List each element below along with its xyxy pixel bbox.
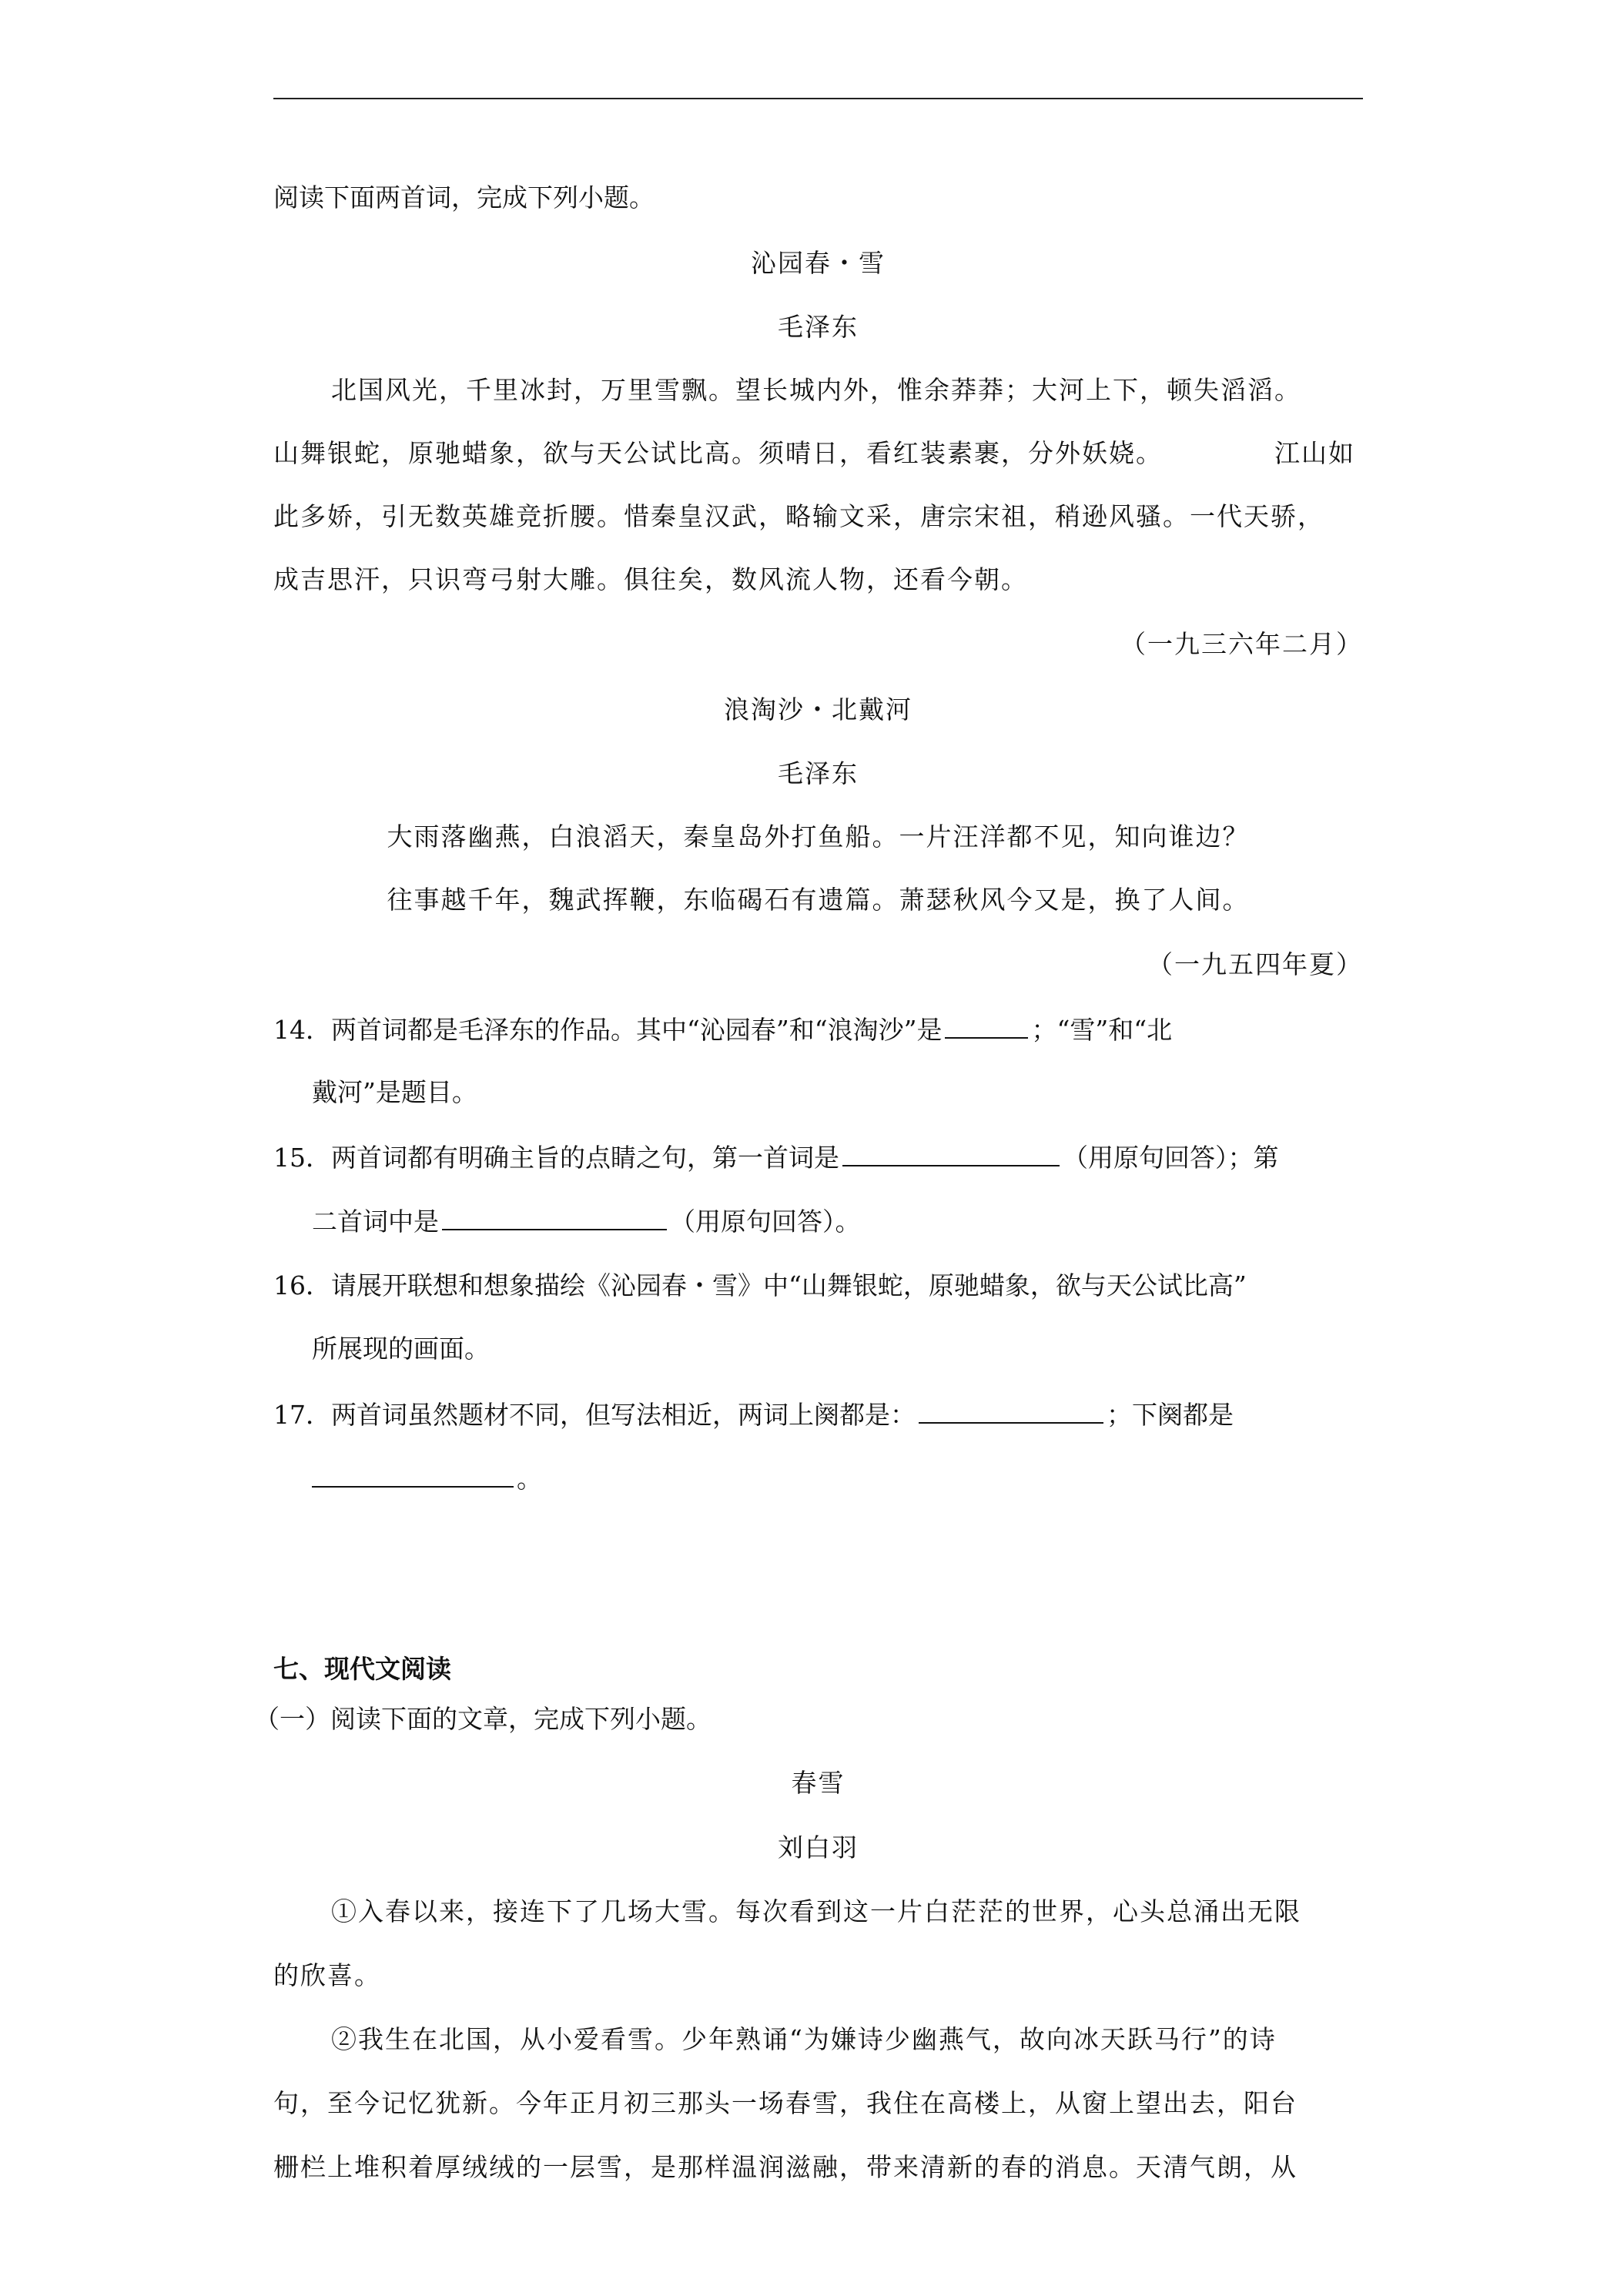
question-number: 14． bbox=[273, 1015, 331, 1045]
poem1-line: 此多娇，引无数英雄竞折腰。惜秦皇汉武，略输文采，唐宗宋祖，稍逊风骚。一代天骄， bbox=[273, 501, 1324, 531]
article-author: 刘白羽 bbox=[778, 1832, 859, 1863]
answer-blank[interactable] bbox=[442, 1206, 667, 1230]
section-heading: 七、现代文阅读 bbox=[273, 1654, 451, 1684]
question-17 bbox=[273, 1399, 1234, 1431]
question-17-cont bbox=[312, 1463, 542, 1494]
question-14 bbox=[273, 1014, 1172, 1046]
header-rule bbox=[273, 98, 1363, 99]
poem2-line: 大雨落幽燕，白浪滔天，秦皇岛外打鱼船。一片汪洋都不见，知向谁边？ bbox=[387, 822, 1250, 852]
section-instruction: （一）阅读下面的文章，完成下列小题。 bbox=[254, 1704, 712, 1734]
article-paragraph: 栅栏上堆积着厚绒绒的一层雪，是那样温润滋融，带来清新的春的消息。天清气朗，从 bbox=[273, 2152, 1298, 2182]
question-text: 。 bbox=[517, 1464, 542, 1494]
article-paragraph: 的欣喜。 bbox=[273, 1960, 381, 1990]
question-text: 二首词中是 bbox=[312, 1207, 439, 1237]
poem1-line: 成吉思汗，只识弯弓射大雕。俱往矣，数风流人物，还看今朝。 bbox=[273, 564, 1028, 594]
poem2-title: 浪淘沙・北戴河 bbox=[724, 694, 912, 725]
question-text: 请展开联想和想象描绘《沁园春・雪》中“山舞银蛇，原驰蜡象，欲与天公试比高” bbox=[331, 1270, 1247, 1300]
question-number: 17． bbox=[273, 1400, 331, 1430]
question-text: 两首词都是毛泽东的作品。其中“沁园春”和“浪淘沙”是 bbox=[331, 1015, 943, 1045]
article-title: 春雪 bbox=[791, 1768, 845, 1798]
answer-blank[interactable] bbox=[919, 1399, 1103, 1424]
question-text: （用原句回答）。 bbox=[670, 1207, 861, 1237]
question-text: ；“雪”和“北 bbox=[1031, 1015, 1173, 1045]
question-number: 15． bbox=[273, 1143, 331, 1173]
poem1-line: 北国风光，千里冰封，万里雪飘。望长城内外，惟余莽莽；大河上下，顿失滔滔。 bbox=[331, 375, 1301, 405]
question-15 bbox=[273, 1142, 1279, 1173]
question-16 bbox=[273, 1270, 1247, 1301]
question-16-cont: 所展现的画面。 bbox=[312, 1334, 490, 1364]
poem1-author: 毛泽东 bbox=[778, 312, 859, 342]
poem1-title: 沁园春・雪 bbox=[751, 248, 886, 278]
answer-blank[interactable] bbox=[312, 1463, 514, 1488]
question-text: ；下阕都是 bbox=[1107, 1400, 1234, 1430]
question-14-cont: 戴河”是题目。 bbox=[312, 1077, 477, 1107]
answer-blank[interactable] bbox=[945, 1014, 1028, 1039]
article-paragraph: ①入春以来，接连下了几场大雪。每次看到这一片白茫茫的世界，心头总涌出无限 bbox=[331, 1896, 1301, 1926]
question-text: 两首词都有明确主旨的点睛之句，第一首词是 bbox=[331, 1143, 839, 1173]
question-text: （用原句回答）；第 bbox=[1063, 1143, 1279, 1173]
poem1-date: （一九三六年二月） bbox=[1120, 629, 1363, 659]
question-number: 16． bbox=[273, 1270, 331, 1300]
article-paragraph: 句，至今记忆犹新。今年正月初三那头一场春雪，我住在高楼上，从窗上望出去，阳台 bbox=[273, 2088, 1298, 2118]
poem2-line: 往事越千年，魏武挥鞭，东临碣石有遗篇。萧瑟秋风今又是，换了人间。 bbox=[387, 885, 1250, 915]
poem1-line: 山舞银蛇，原驰蜡象，欲与天公试比高。须晴日，看红装素裹，分外妖娆。 bbox=[273, 438, 1163, 468]
question-15-cont bbox=[312, 1206, 861, 1237]
question-text: 两首词虽然题材不同，但写法相近，两词上阕都是： bbox=[331, 1400, 916, 1430]
reading-instruction: 阅读下面两首词，完成下列小题。 bbox=[273, 182, 655, 213]
poem2-date: （一九五四年夏） bbox=[1147, 949, 1363, 979]
poem2-author: 毛泽东 bbox=[778, 758, 859, 788]
answer-blank[interactable] bbox=[842, 1142, 1060, 1166]
article-paragraph: ②我生在北国，从小爱看雪。少年熟诵“为嫌诗少幽燕气，故向冰天跃马行”的诗 bbox=[331, 2024, 1277, 2054]
poem1-line: 江山如 bbox=[1274, 438, 1355, 468]
